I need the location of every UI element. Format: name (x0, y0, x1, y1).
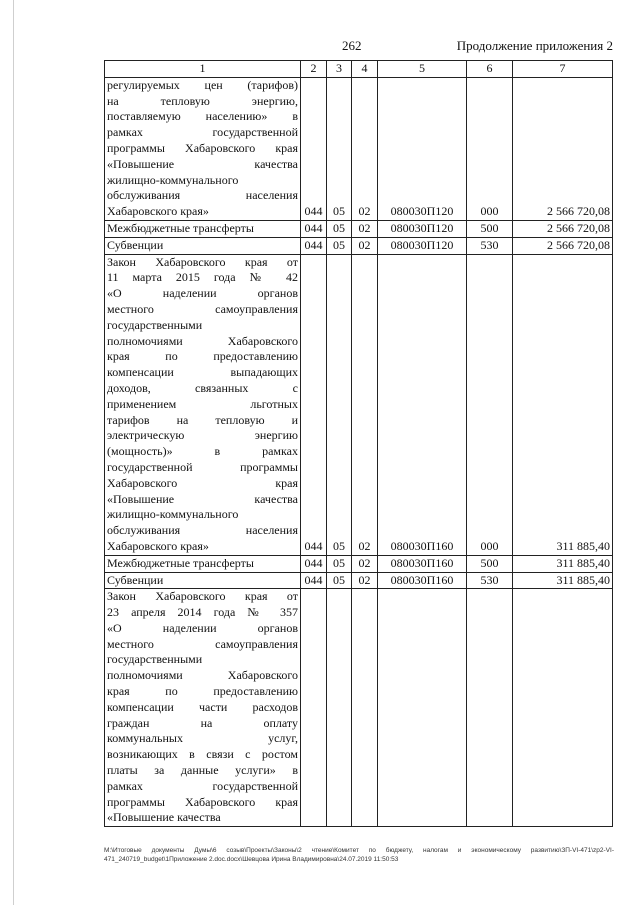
section-code-cell (327, 589, 352, 827)
section-code-cell: 05 (327, 555, 352, 572)
ministry-code-cell: 044 (301, 77, 327, 220)
row-name-line: государственной программы (107, 459, 298, 474)
row-name-cell (105, 555, 301, 572)
row-name-line: рамках государственной (107, 778, 298, 793)
row-name-line: коммунальных услуг, (107, 731, 298, 746)
table-row (105, 572, 613, 589)
table-row (105, 589, 613, 827)
budget-table (104, 60, 613, 827)
row-name-line: компенсации выпадающих (107, 365, 298, 380)
subsection-code-cell: 02 (352, 237, 378, 254)
row-name-line: местного самоуправления (107, 301, 298, 316)
ministry-code-cell: 044 (301, 254, 327, 555)
row-name-line: Хабаровского края» (107, 204, 209, 219)
row-name-line: компенсации части расходов (107, 699, 298, 714)
section-code-cell: 05 (327, 237, 352, 254)
amount-cell: 2 566 720,08 (513, 77, 613, 220)
row-name-line: поставляемую населению» в (107, 109, 298, 124)
section-code-cell: 05 (327, 254, 352, 555)
row-name-line: обслуживания населения (107, 523, 298, 538)
row-name-line: Хабаровского края» (107, 538, 209, 553)
target-article-cell: 080030П120 (378, 220, 467, 237)
ministry-code-cell: 044 (301, 220, 327, 237)
row-name-line: жилищно-коммунального (107, 507, 239, 522)
row-name-line: (мощность)» в рамках (107, 444, 298, 459)
row-name-line: полномочиями Хабаровского (107, 668, 298, 683)
row-name-line: Субвенции (107, 572, 164, 587)
table-header-row (105, 61, 613, 78)
row-name-line: возникающих в связи с ростом (107, 747, 298, 762)
target-article-cell: 080030П160 (378, 572, 467, 589)
amount-cell: 311 885,40 (513, 555, 613, 572)
row-name-line: Закон Хабаровского края от (107, 254, 298, 269)
subsection-code-cell: 02 (352, 220, 378, 237)
row-name-line: Межбюджетные трансферты (107, 220, 254, 235)
amount-cell: 311 885,40 (513, 572, 613, 589)
row-name-line: электрическую энергию (107, 428, 298, 443)
row-name-line: полномочиями Хабаровского (107, 333, 298, 348)
row-name-line: регулируемых цен (тарифов) (107, 77, 298, 92)
column-header: 5 (378, 61, 467, 78)
row-name-line: платы за данные услуги» в (107, 763, 298, 778)
row-name-line: государственными (107, 652, 203, 667)
row-name-line: тарифов на тепловую и (107, 412, 298, 427)
amount-cell (513, 589, 613, 827)
target-article-cell: 080030П120 (378, 237, 467, 254)
expense-type-cell: 530 (467, 237, 513, 254)
row-name-line: жилищно-коммунального (107, 172, 239, 187)
row-name-line: Субвенции (107, 237, 164, 252)
column-header: 3 (327, 61, 352, 78)
amount-cell: 2 566 720,08 (513, 237, 613, 254)
column-header: 1 (105, 61, 301, 78)
row-name-line: 11 марта 2015 года № 42 (107, 270, 298, 285)
column-header: 2 (301, 61, 327, 78)
expense-type-cell: 530 (467, 572, 513, 589)
page-number: 262 (342, 38, 362, 53)
ministry-code-cell (301, 589, 327, 827)
subsection-code-cell: 02 (352, 77, 378, 220)
row-name-cell (105, 77, 301, 220)
target-article-cell: 080030П120 (378, 77, 467, 220)
expense-type-cell: 000 (467, 77, 513, 220)
row-name-line: «Повышение качества (107, 491, 298, 506)
table-row (105, 77, 613, 220)
row-name-line: края по предоставлению (107, 684, 298, 699)
table-row (105, 220, 613, 237)
table-row (105, 555, 613, 572)
row-name-line: местного самоуправления (107, 636, 298, 651)
row-name-line: рамках государственной (107, 125, 298, 140)
row-name-line: программы Хабаровского края (107, 794, 298, 809)
column-header: 6 (467, 61, 513, 78)
row-name-line: 23 апреля 2014 года № 357 (107, 605, 298, 620)
subsection-code-cell (352, 589, 378, 827)
row-name-line: применением льготных (107, 396, 298, 411)
subsection-code-cell: 02 (352, 555, 378, 572)
row-name-cell (105, 237, 301, 254)
subsection-code-cell: 02 (352, 254, 378, 555)
row-name-line: «О наделении органов (107, 620, 298, 635)
row-name-line: государственными (107, 317, 203, 332)
row-name-cell (105, 589, 301, 827)
column-header: 7 (513, 61, 613, 78)
target-article-cell (378, 589, 467, 827)
table-row (105, 254, 613, 555)
row-name-line: «Повышение качества (107, 810, 221, 825)
row-name-line: края по предоставлению (107, 349, 298, 364)
expense-type-cell: 000 (467, 254, 513, 555)
row-name-line: доходов, связанных с (107, 380, 298, 395)
appendix-continuation-note: Продолжение приложения 2 (456, 38, 613, 53)
row-name-line: на тепловую энергию, (107, 93, 298, 108)
amount-cell: 311 885,40 (513, 254, 613, 555)
expense-type-cell: 500 (467, 555, 513, 572)
ministry-code-cell: 044 (301, 237, 327, 254)
row-name-line: Межбюджетные трансферты (107, 555, 254, 570)
row-name-cell (105, 254, 301, 555)
row-name-line: граждан на оплату (107, 715, 298, 730)
ministry-code-cell: 044 (301, 572, 327, 589)
row-name-line: «О наделении органов (107, 286, 298, 301)
row-name-cell (105, 572, 301, 589)
row-name-line: Закон Хабаровского края от (107, 589, 298, 604)
document-path-footer: М:\Итоговые документы Думы\6 созыв\Проекты\Законы\2 чтение\Комитет по бюджету, налогам и экономическому развитию\ЗП-VI-471\zp2-VI-471_240719_budget\1Приложение 2.doc.docx\Шевцова Ирина Владимировна\24.07.2019 11:50:53 (104, 847, 614, 863)
section-code-cell: 05 (327, 77, 352, 220)
section-code-cell: 05 (327, 572, 352, 589)
column-header: 4 (352, 61, 378, 78)
amount-cell: 2 566 720,08 (513, 220, 613, 237)
expense-type-cell (467, 589, 513, 827)
left-margin-line (13, 0, 14, 905)
subsection-code-cell: 02 (352, 572, 378, 589)
row-name-line: программы Хабаровского края (107, 140, 298, 155)
ministry-code-cell: 044 (301, 555, 327, 572)
row-name-cell (105, 220, 301, 237)
table-row (105, 237, 613, 254)
expense-type-cell: 500 (467, 220, 513, 237)
section-code-cell: 05 (327, 220, 352, 237)
target-article-cell: 080030П160 (378, 254, 467, 555)
row-name-line: «Повышение качества (107, 156, 298, 171)
row-name-line: Хабаровского края (107, 475, 298, 490)
target-article-cell: 080030П160 (378, 555, 467, 572)
row-name-line: обслуживания населения (107, 188, 298, 203)
